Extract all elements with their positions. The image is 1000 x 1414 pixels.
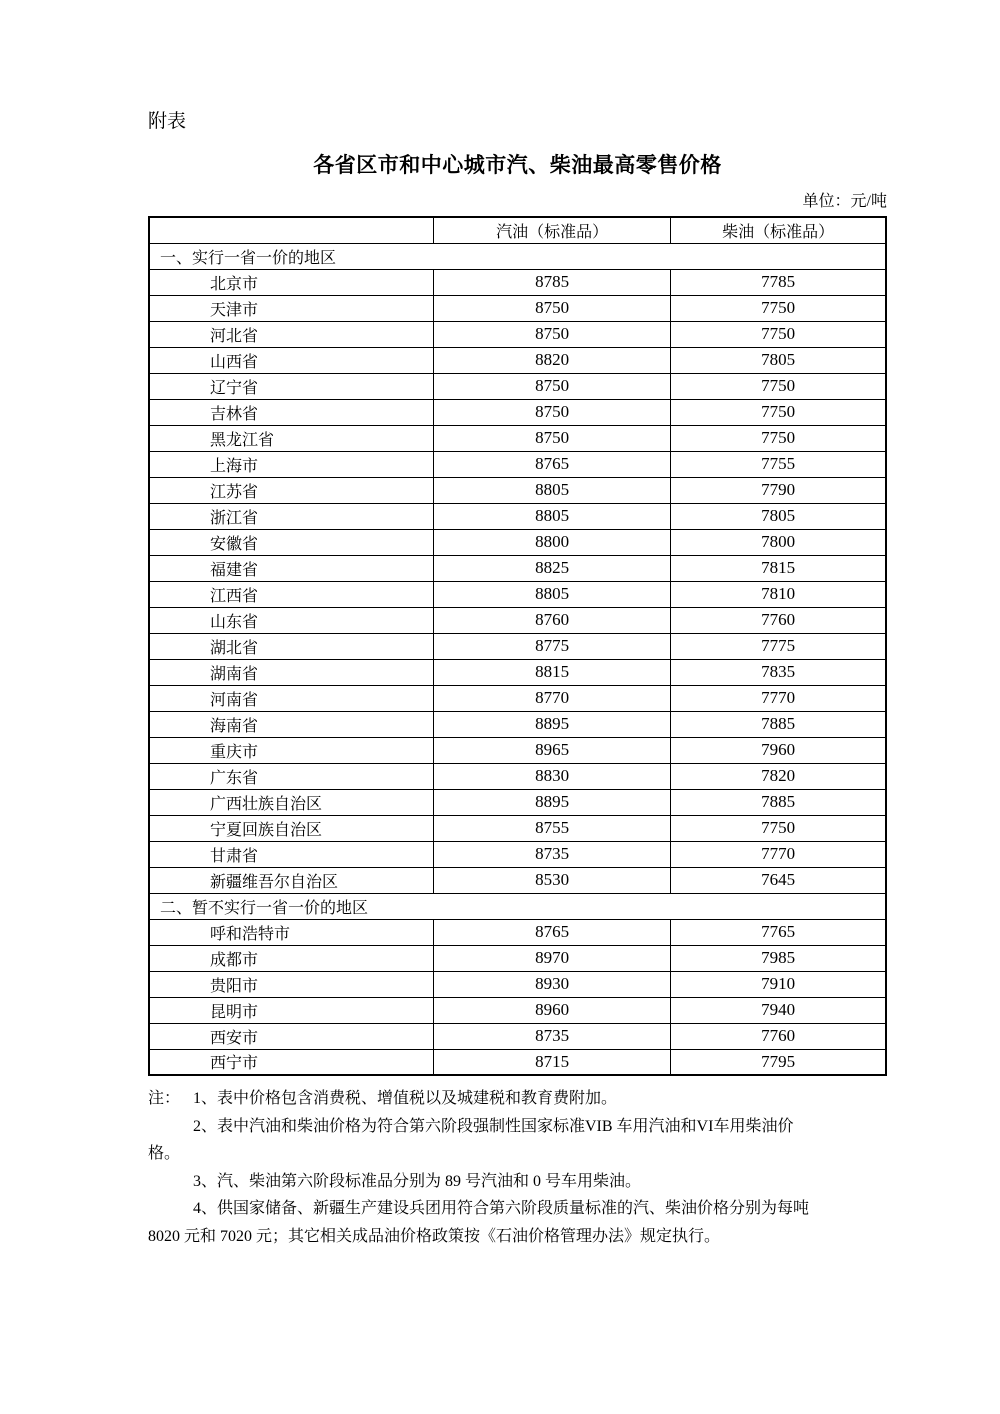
table-row [149, 581, 886, 607]
price-table [148, 216, 887, 1076]
gasoline-price-cell: 8750 [433, 321, 670, 347]
gasoline-price-cell: 8765 [433, 451, 670, 477]
table-row [149, 347, 886, 373]
note-line [148, 1085, 887, 1113]
table-row [149, 1023, 886, 1049]
region-name-cell: 湖南省 [149, 659, 433, 685]
note-line: 2、表中汽油和柴油价格为符合第六阶段强制性国家标准VIB 车用汽油和VI车用柴油价 [193, 1117, 794, 1135]
section-title: 二、暂不实行一省一价的地区 [149, 893, 886, 919]
table-row [149, 919, 886, 945]
unit-label: 单位：元/吨 [802, 193, 887, 210]
table-row [149, 789, 886, 815]
diesel-price-cell: 7885 [671, 789, 886, 815]
region-name-cell: 山东省 [149, 607, 433, 633]
page-content [148, 0, 887, 1250]
diesel-price-cell: 7760 [671, 607, 886, 633]
note-line: 3、汽、柴油第六阶段标准品分别为 89 号汽油和 0 号车用柴油。 [193, 1172, 642, 1190]
table-row [149, 737, 886, 763]
notes-label: 注： [148, 1090, 181, 1107]
diesel-column-header: 柴油（标准品） [671, 217, 886, 243]
diesel-price-cell: 7775 [671, 633, 886, 659]
region-name-cell: 昆明市 [149, 997, 433, 1023]
diesel-price-cell: 7750 [671, 295, 886, 321]
table-row [149, 815, 886, 841]
gasoline-price-cell: 8755 [433, 815, 670, 841]
gasoline-price-cell: 8750 [433, 295, 670, 321]
gasoline-price-cell: 8735 [433, 841, 670, 867]
diesel-price-cell: 7755 [671, 451, 886, 477]
diesel-price-cell: 7770 [671, 841, 886, 867]
table-row [149, 971, 886, 997]
diesel-price-cell: 7795 [671, 1049, 886, 1075]
gasoline-price-cell: 8530 [433, 867, 670, 893]
table-row [149, 711, 886, 737]
notes-block [148, 1085, 887, 1250]
region-name-cell: 天津市 [149, 295, 433, 321]
diesel-price-cell: 7750 [671, 373, 886, 399]
region-name-cell: 西安市 [149, 1023, 433, 1049]
gasoline-price-cell: 8805 [433, 503, 670, 529]
region-name-cell: 成都市 [149, 945, 433, 971]
section-header-row [149, 243, 886, 269]
region-name-cell: 辽宁省 [149, 373, 433, 399]
gasoline-price-cell: 8965 [433, 737, 670, 763]
table-row [149, 867, 886, 893]
table-row [149, 477, 886, 503]
gasoline-price-cell: 8805 [433, 581, 670, 607]
table-row [149, 399, 886, 425]
note-line: 4、供国家储备、新疆生产建设兵团用符合第六阶段质量标准的汽、柴油价格分别为每吨 [193, 1200, 810, 1217]
gasoline-price-cell: 8970 [433, 945, 670, 971]
table-row [149, 529, 886, 555]
region-name-cell: 广东省 [149, 763, 433, 789]
diesel-price-cell: 7805 [671, 347, 886, 373]
note-line: 格。 [148, 1145, 181, 1162]
region-name-cell: 河南省 [149, 685, 433, 711]
region-name-cell: 湖北省 [149, 633, 433, 659]
diesel-price-cell: 7800 [671, 529, 886, 555]
diesel-price-cell: 7645 [671, 867, 886, 893]
gasoline-price-cell: 8735 [433, 1023, 670, 1049]
table-row [149, 607, 886, 633]
note-text: 1、表中价格包含消费税、增值税以及城建税和教育费附加。 [193, 1090, 618, 1107]
diesel-price-cell: 7750 [671, 425, 886, 451]
region-name-cell: 安徽省 [149, 529, 433, 555]
diesel-price-cell: 7910 [671, 971, 886, 997]
gasoline-price-cell: 8785 [433, 269, 670, 295]
table-row [149, 659, 886, 685]
diesel-price-cell: 7785 [671, 269, 886, 295]
diesel-price-cell: 7960 [671, 737, 886, 763]
section-header-row [149, 893, 886, 919]
diesel-price-cell: 7940 [671, 997, 886, 1023]
gasoline-price-cell: 8750 [433, 425, 670, 451]
region-name-cell: 黑龙江省 [149, 425, 433, 451]
table-row [149, 555, 886, 581]
price-table-body [149, 243, 886, 1075]
gasoline-price-cell: 8800 [433, 529, 670, 555]
gasoline-price-cell: 8715 [433, 1049, 670, 1075]
region-name-cell: 海南省 [149, 711, 433, 737]
region-column-header [149, 217, 433, 243]
section-title: 一、实行一省一价的地区 [149, 243, 886, 269]
gasoline-price-cell: 8805 [433, 477, 670, 503]
table-row [149, 503, 886, 529]
region-name-cell: 甘肃省 [149, 841, 433, 867]
diesel-price-cell: 7770 [671, 685, 886, 711]
table-row [149, 841, 886, 867]
note-line: 8020 元和 7020 元；其它相关成品油价格政策按《石油价格管理办法》规定执行。 [148, 1227, 721, 1245]
table-row [149, 295, 886, 321]
table-row [149, 321, 886, 347]
diesel-price-cell: 7885 [671, 711, 886, 737]
appendix-label: 附表 [148, 111, 187, 132]
region-name-cell: 贵阳市 [149, 971, 433, 997]
region-name-cell: 呼和浩特市 [149, 919, 433, 945]
gasoline-price-cell: 8750 [433, 399, 670, 425]
table-row [149, 685, 886, 711]
diesel-price-cell: 7820 [671, 763, 886, 789]
gasoline-price-cell: 8750 [433, 373, 670, 399]
diesel-price-cell: 7760 [671, 1023, 886, 1049]
table-row [149, 945, 886, 971]
region-name-cell: 浙江省 [149, 503, 433, 529]
gasoline-price-cell: 8820 [433, 347, 670, 373]
table-row [149, 633, 886, 659]
table-row [149, 1049, 886, 1075]
diesel-price-cell: 7790 [671, 477, 886, 503]
gasoline-price-cell: 8930 [433, 971, 670, 997]
table-header-row [149, 217, 886, 243]
diesel-price-cell: 7765 [671, 919, 886, 945]
table-row [149, 269, 886, 295]
region-name-cell: 宁夏回族自治区 [149, 815, 433, 841]
diesel-price-cell: 7750 [671, 399, 886, 425]
diesel-price-cell: 7835 [671, 659, 886, 685]
region-name-cell: 广西壮族自治区 [149, 789, 433, 815]
table-row [149, 425, 886, 451]
gasoline-price-cell: 8815 [433, 659, 670, 685]
diesel-price-cell: 7750 [671, 321, 886, 347]
region-name-cell: 江西省 [149, 581, 433, 607]
region-name-cell: 上海市 [149, 451, 433, 477]
region-name-cell: 西宁市 [149, 1049, 433, 1075]
diesel-price-cell: 7810 [671, 581, 886, 607]
region-name-cell: 吉林省 [149, 399, 433, 425]
region-name-cell: 山西省 [149, 347, 433, 373]
region-name-cell: 重庆市 [149, 737, 433, 763]
gasoline-price-cell: 8775 [433, 633, 670, 659]
region-name-cell: 北京市 [149, 269, 433, 295]
gasoline-column-header: 汽油（标准品） [433, 217, 670, 243]
gasoline-price-cell: 8830 [433, 763, 670, 789]
table-row [149, 451, 886, 477]
table-row [149, 373, 886, 399]
gasoline-price-cell: 8895 [433, 789, 670, 815]
diesel-price-cell: 7985 [671, 945, 886, 971]
diesel-price-cell: 7815 [671, 555, 886, 581]
table-row [149, 997, 886, 1023]
region-name-cell: 河北省 [149, 321, 433, 347]
gasoline-price-cell: 8770 [433, 685, 670, 711]
region-name-cell: 江苏省 [149, 477, 433, 503]
gasoline-price-cell: 8895 [433, 711, 670, 737]
page-title: 各省区市和中心城市汽、柴油最高零售价格 [313, 154, 722, 177]
gasoline-price-cell: 8760 [433, 607, 670, 633]
diesel-price-cell: 7750 [671, 815, 886, 841]
region-name-cell: 福建省 [149, 555, 433, 581]
gasoline-price-cell: 8960 [433, 997, 670, 1023]
table-row [149, 763, 886, 789]
gasoline-price-cell: 8765 [433, 919, 670, 945]
region-name-cell: 新疆维吾尔自治区 [149, 867, 433, 893]
gasoline-price-cell: 8825 [433, 555, 670, 581]
diesel-price-cell: 7805 [671, 503, 886, 529]
